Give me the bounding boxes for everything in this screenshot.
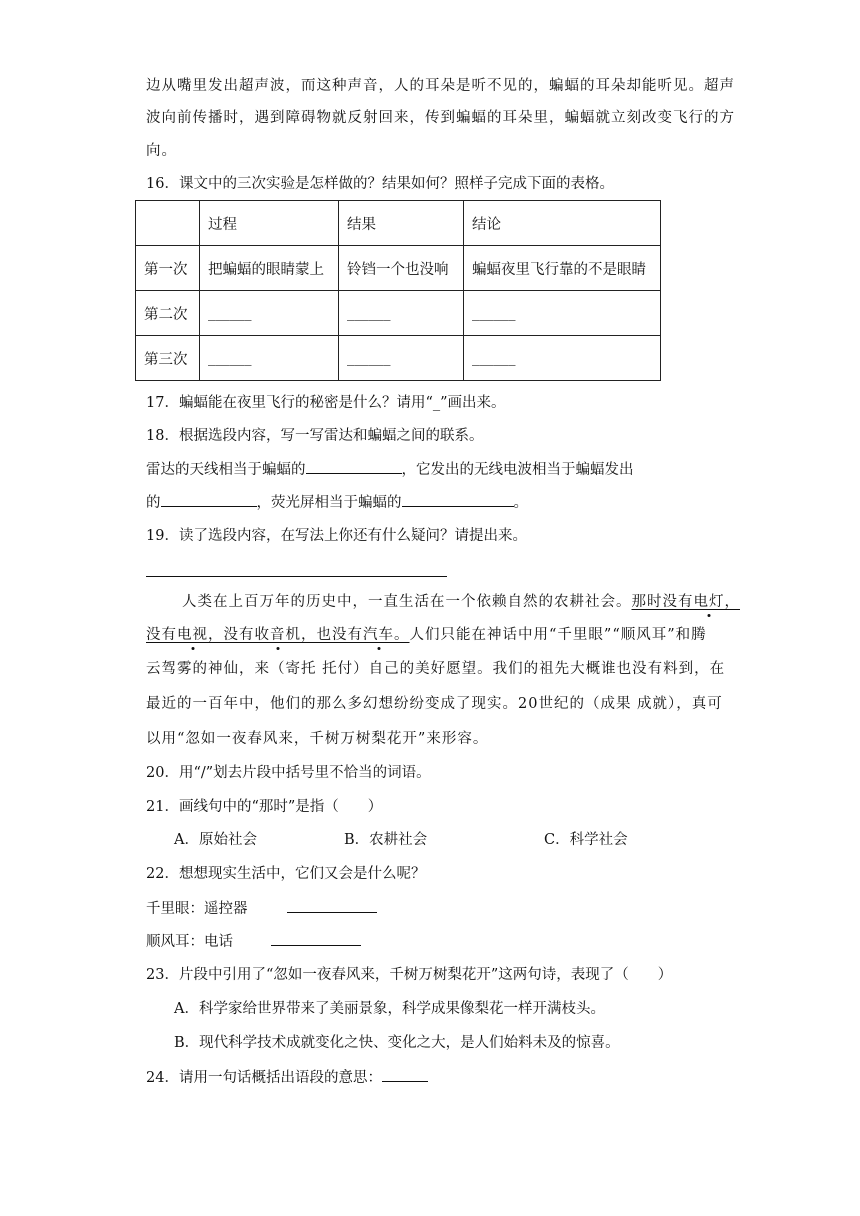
q18-text: 。 — [513, 495, 528, 511]
q22-label: 顺风耳：电话 — [146, 934, 233, 950]
dotted-word: 汽车 — [363, 627, 394, 643]
passage2-line1 — [182, 592, 740, 612]
q18-text: ，它发出的无线电波相当于蝙蝠发出 — [401, 462, 634, 478]
option-c[interactable]: C．科学社会 — [544, 832, 628, 848]
q18-text: 雷达的天线相当于蝙蝠的 — [146, 462, 306, 478]
passage2-text: 没有 — [146, 627, 177, 643]
table-header-row — [136, 201, 661, 246]
passage1-line3: 向。 — [146, 143, 177, 159]
dotted-word: 电灯 — [693, 594, 725, 610]
q18-line1 — [146, 459, 634, 480]
question-22: 22．想想现实生活中，它们又会是什么呢？ — [146, 866, 426, 882]
table-header-cell: 结果 — [339, 201, 464, 246]
passage2-text: ， — [724, 594, 740, 610]
passage2-line5: 以用“忽如一夜春风来，千树万树梨花开”来形容。 — [146, 731, 489, 747]
underlined-sentence — [146, 627, 410, 643]
option-a[interactable]: A．科学家给世界带来了美丽景象，科学成果像梨花一样开满枝头。 — [174, 1001, 605, 1017]
passage2-line4: 最近的一百年中，他们的那么多幻想纷纷变成了现实。20世纪的（成果 成就），真可 — [146, 696, 723, 712]
passage2-text: 人们只能在神话中用“千里眼”“顺风耳”和腾 — [409, 627, 707, 643]
dotted-word: 收音机 — [254, 627, 301, 643]
passage2-line2 — [146, 625, 707, 645]
answer-line[interactable] — [146, 576, 447, 577]
underlined-sentence — [632, 594, 741, 610]
answer-blank[interactable] — [271, 931, 361, 946]
table-header-cell: 结论 — [464, 201, 661, 246]
table-header-cell: 过程 — [200, 201, 339, 246]
dotted-word: 电视 — [177, 627, 208, 643]
table-cell: 第三次 — [136, 336, 200, 381]
answer-blank[interactable]: ______ — [200, 336, 339, 381]
table-cell: 蝙蝠夜里飞行靠的不是眼睛 — [464, 246, 661, 291]
passage2-line3: 云驾雾的神仙，来（寄托 托付）自己的美好愿望。我们的祖先大概谁也没有料到，在 — [146, 661, 726, 677]
q24-text: 24．请用一句话概括出语段的意思： — [146, 1070, 382, 1086]
answer-blank[interactable]: ______ — [200, 291, 339, 336]
option-a[interactable]: A．原始社会 — [174, 832, 257, 848]
answer-blank[interactable] — [402, 492, 514, 507]
answer-blank[interactable]: ______ — [339, 291, 464, 336]
table-cell: 第二次 — [136, 291, 200, 336]
question-19: 19．读了选段内容，在写法上你还有什么疑问？请提出来。 — [146, 528, 527, 544]
answer-blank[interactable] — [161, 492, 257, 507]
passage2-text: 。 — [394, 627, 410, 643]
answer-blank[interactable]: ______ — [339, 336, 464, 381]
passage2-text: ，没有 — [208, 627, 255, 643]
passage2-text: 人类在上百万年的历史中，一直生活在一个依赖自然的农耕社会。 — [182, 594, 632, 610]
q22-item2 — [146, 931, 361, 952]
experiment-table — [135, 200, 661, 381]
passage1-line1: 边从嘴里发出超声波，而这种声音，人的耳朵是听不见的，蝙蝠的耳朵却能听见。超声 — [146, 78, 735, 94]
table-row — [136, 291, 661, 336]
table-cell: 铃铛一个也没响 — [339, 246, 464, 291]
table-header-cell — [136, 201, 200, 246]
question-21: 21．画线句中的“那时”是指（ ） — [146, 799, 383, 815]
table-cell: 第一次 — [136, 246, 200, 291]
question-17: 17．蝙蝠能在夜里飞行的秘密是什么？请用“_”画出来。 — [146, 395, 506, 411]
passage1-line2: 波向前传播时，遇到障碍物就反射回来，传到蝙蝠的耳朵里，蝙蝠就立刻改变飞行的方 — [146, 110, 735, 126]
table-row — [136, 246, 661, 291]
q18-text: ，荧光屏相当于蝙蝠的 — [256, 495, 402, 511]
passage2-text: ，也没有 — [301, 627, 363, 643]
answer-blank[interactable]: ______ — [464, 291, 661, 336]
q22-item1 — [146, 898, 377, 919]
answer-blank[interactable] — [382, 1067, 428, 1082]
question-23: 23．片段中引用了“忽如一夜春风来，千树万树梨花开”这两句诗，表现了（ ） — [146, 967, 673, 983]
question-24 — [146, 1067, 428, 1088]
table-cell: 把蝙蝠的眼睛蒙上 — [200, 246, 339, 291]
option-b[interactable]: B．现代科学技术成就变化之快、变化之大，是人们始料未及的惊喜。 — [174, 1035, 620, 1051]
q22-label: 千里眼：遥控器 — [146, 901, 248, 917]
passage2-text: 那时没有 — [631, 594, 694, 610]
q18-text: 的 — [146, 495, 161, 511]
question-16: 16．课文中的三次实验是怎样做的？结果如何？照样子完成下面的表格。 — [146, 176, 614, 192]
table-row — [136, 336, 661, 381]
question-20: 20．用“/”划去片段中括号里不恰当的词语。 — [146, 765, 431, 781]
answer-blank[interactable] — [306, 459, 402, 474]
option-b[interactable]: B．农耕社会 — [344, 832, 428, 848]
question-18: 18．根据选段内容，写一写雷达和蝙蝠之间的联系。 — [146, 428, 484, 444]
answer-blank[interactable] — [287, 898, 377, 913]
q18-line2 — [146, 492, 528, 513]
answer-blank[interactable]: ______ — [464, 336, 661, 381]
